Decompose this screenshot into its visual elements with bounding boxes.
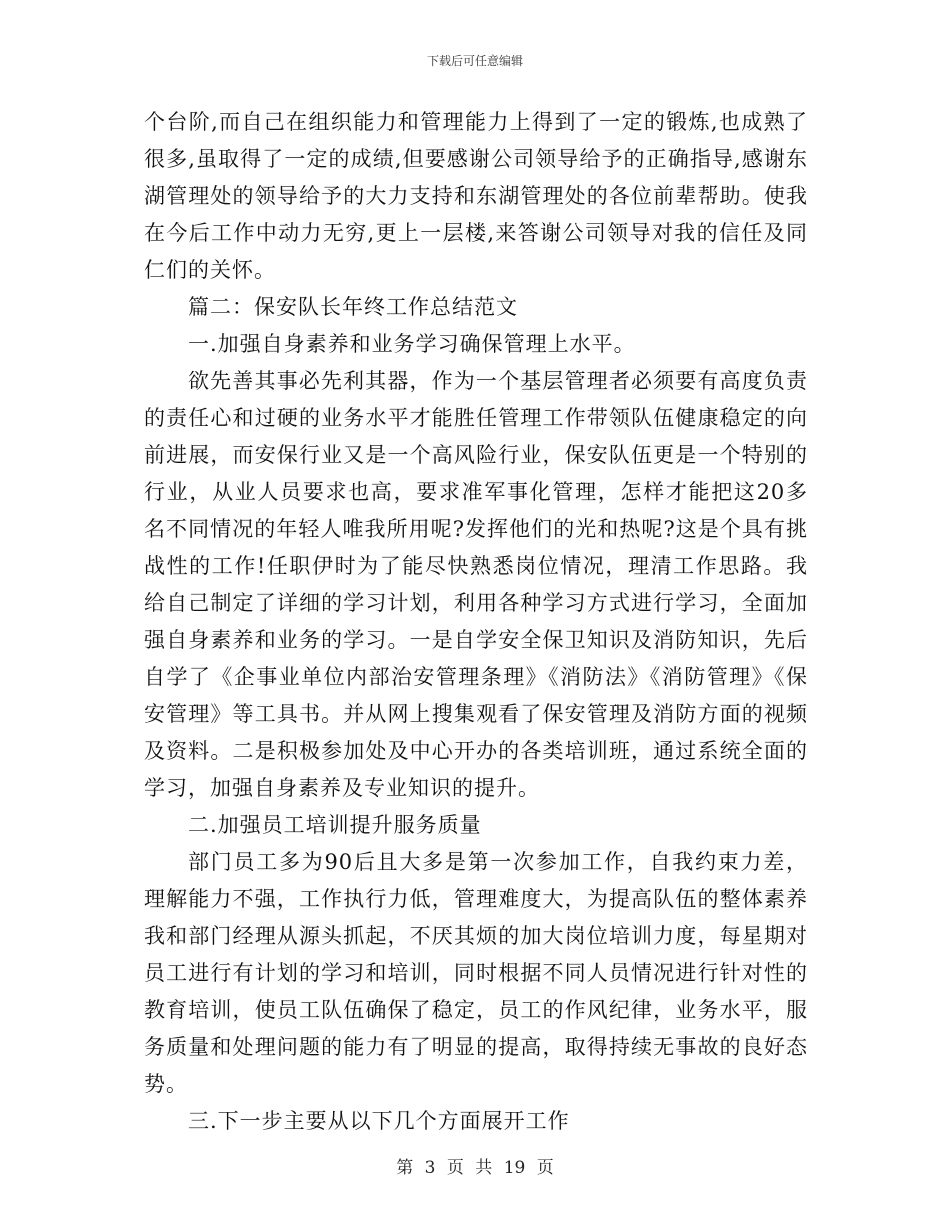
heading-1: 一.加强自身素养和业务学习确保管理上水平。 (188, 332, 636, 356)
document-body (144, 104, 808, 1140)
heading-3: 三.下一步主要从以下几个方面展开工作 (188, 1109, 570, 1133)
heading-2: 二.加强员工培训提升服务质量 (188, 813, 482, 837)
paragraph-staff-training: 部门员工多为90后且大多是第一次参加工作，自我约束力差，理解能力不强，工作执行力低，管理难度大，为提高队伍的整体素养我和部门经理从源头抓起，不厌其烦的加大岗位培训力度，每星期对员工进行有计划的学习和培训，同时根据不同人员情况进行针对性的教育培训，使员工队伍确保了稳定，员工的作风纪律，业务水平，服务质量和处理问题的能力有了明显的提高，取得持续无事故的良好态势。 (144, 850, 808, 1096)
section-title: 篇二：保安队长年终工作总结范文 (188, 295, 518, 319)
paragraph-self-study: 欲先善其事必先利其器，作为一个基层管理者必须要有高度负责的责任心和过硬的业务水平才能胜任管理工作带领队伍健康稳定的向前进展，而安保行业又是一个高风险行业，保安队伍更是一个特别的行业，从业人员要求也高，要求准军事化管理，怎样才能把这20多名不同情况的年轻人唯我所用呢?发挥他们的光和热呢?这是个具有挑战性的工作!任职伊时为了能尽快熟悉岗位情况，理清工作思路。我给自己制定了详细的学习计划，利用各种学习方式进行学习，全面加强自身素养和业务的学习。一是自学安全保卫知识及消防知识，先后自学了《企事业单位内部治安管理条理》《消防法》《消防管理》《保安管理》等工具书。并从网上搜集观看了保安管理及消防方面的视频及资料。二是积极参加处及中心开办的各类培训班，通过系统全面的学习，加强自身素养及专业知识的提升。 (144, 369, 808, 800)
paragraph-continuation: 个台阶,而自己在组织能力和管理能力上得到了一定的锻炼,也成熟了很多,虽取得了一定的成绩,但要感谢公司领导给予的正确指导,感谢东湖管理处的领导给予的大力支持和东湖管理处的各位前辈帮助。使我在今后工作中动力无穷,更上一层楼,来答谢公司领导对我的信任及同仁们的关怀。 (144, 110, 808, 282)
page-number: 第 3 页 共 19 页 (396, 1158, 554, 1178)
page-header: 下载后可任意编辑 (426, 54, 523, 68)
